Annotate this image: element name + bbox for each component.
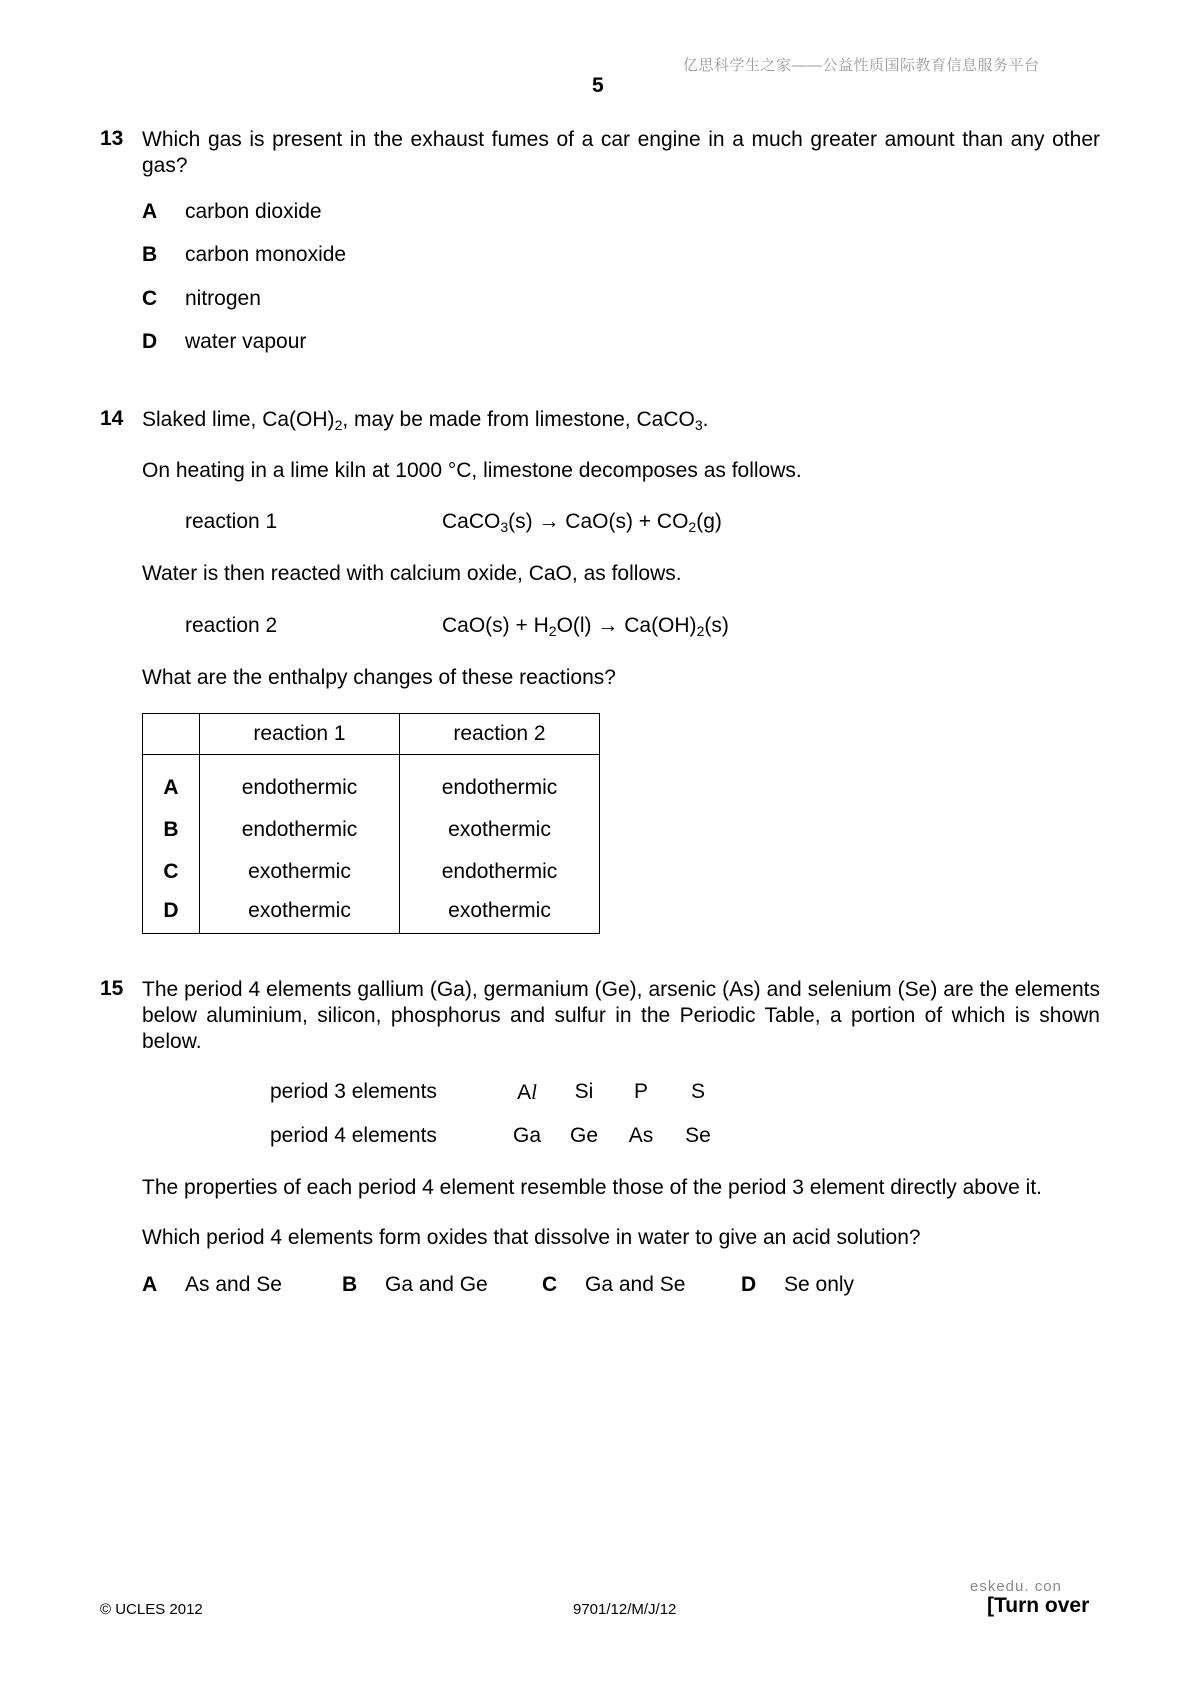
table-row <box>143 809 600 851</box>
element-ga: Ga <box>512 1124 541 1147</box>
enthalpy-table <box>142 713 600 934</box>
question-13-text: Which gas is present in the exhaust fumes of a car engine in a much greater amount than any other gas? <box>142 128 1100 177</box>
element-al: Al <box>517 1080 537 1104</box>
element-ge: Ge <box>569 1124 598 1147</box>
q13-option-a-letter: A <box>142 200 158 223</box>
row-reaction-1: endothermic <box>200 755 400 810</box>
q13-option-b-letter: B <box>142 243 158 266</box>
q13-option-a-text: carbon dioxide <box>185 200 322 223</box>
element-si: Si <box>574 1080 594 1103</box>
footer-paper-code: 9701/12/M/J/12 <box>573 1601 677 1618</box>
row-reaction-1: exothermic <box>200 893 400 934</box>
question-14-question: What are the enthalpy changes of these reactions? <box>142 666 616 689</box>
q15-option-a-text: As and Se <box>185 1273 282 1296</box>
footer-turn-over: [Turn over <box>987 1594 1090 1617</box>
period-3-label: period 3 elements <box>270 1080 437 1103</box>
q13-option-b-text: carbon monoxide <box>185 243 347 266</box>
q15-option-b-text: Ga and Ge <box>385 1273 488 1296</box>
q13-option-c-letter: C <box>142 287 158 310</box>
question-15-properties: The properties of each period 4 element resemble those of the period 3 element directly above it. <box>142 1176 1043 1199</box>
element-s: S <box>690 1080 705 1103</box>
question-15-text: The period 4 elements gallium (Ga), germanium (Ge), arsenic (As) and selenium (Se) are the elements below aluminium, silicon, phosphorus and sulfur in the Periodic Table, a portion of which is shown below. <box>142 978 1100 1053</box>
reaction-1-label: reaction 1 <box>185 510 278 533</box>
q13-option-c-text: nitrogen <box>185 287 261 310</box>
reaction-2-equation: $CaO(s) + H_2O(l) \to Ca(OH)_2(s)$ <box>442 614 729 639</box>
element-p: P <box>633 1080 648 1103</box>
q15-option-b-letter: B <box>342 1273 358 1296</box>
page-number: 5 <box>592 74 604 97</box>
question-14-intro: Slaked lime, $Ca(OH)_2$, may be made from limestone, CaCO$_3$. <box>142 408 709 433</box>
element-as: As <box>628 1124 654 1147</box>
row-reaction-2: endothermic <box>441 776 558 799</box>
question-15-question: Which period 4 elements form oxides that dissolve in water to give an acid solution? <box>142 1226 921 1249</box>
table-row <box>143 755 600 810</box>
q13-option-d-letter: D <box>142 330 158 353</box>
q15-option-a-letter: A <box>142 1273 158 1296</box>
footer-copyright: © UCLES 2012 <box>100 1601 203 1618</box>
row-reaction-2: exothermic <box>448 899 551 922</box>
question-13-number: 13 <box>100 127 124 150</box>
row-reaction-1: endothermic <box>200 809 400 851</box>
row-reaction-2: endothermic <box>441 860 558 883</box>
row-reaction-2: exothermic <box>448 818 551 841</box>
row-letter: D <box>143 893 200 934</box>
footer-watermark: eskedu. con <box>970 1578 1062 1595</box>
table-header-reaction-2: reaction 2 <box>400 714 600 755</box>
element-se: Se <box>685 1124 711 1147</box>
question-15-number: 15 <box>100 977 124 1000</box>
q13-option-d-text: water vapour <box>185 330 307 353</box>
period-4-label: period 4 elements <box>270 1124 437 1147</box>
question-14-number: 14 <box>100 407 124 430</box>
table-header-blank <box>143 714 200 755</box>
question-14-heating-text: On heating in a lime kiln at 1000 °C, limestone decomposes as follows. <box>142 459 802 482</box>
reaction-2-label: reaction 2 <box>185 614 278 637</box>
row-reaction-1: exothermic <box>200 851 400 893</box>
table-header-reaction-1: reaction 1 <box>200 714 400 755</box>
row-letter: C <box>143 851 200 893</box>
q15-option-c-text: Ga and Se <box>585 1273 686 1296</box>
q15-option-d-letter: D <box>741 1273 757 1296</box>
question-14-water-text: Water is then reacted with calcium oxide, CaO, as follows. <box>142 562 682 585</box>
table-row <box>143 851 600 893</box>
header-watermark: 亿思科学生之家——公益性质国际教育信息服务平台 <box>683 57 1040 74</box>
table-header-row <box>143 714 600 755</box>
q15-option-c-letter: C <box>542 1273 558 1296</box>
row-letter: B <box>143 809 200 851</box>
table-row <box>143 893 600 934</box>
q15-option-d-text: Se only <box>784 1273 855 1296</box>
reaction-1-equation: CaCO$_3$(s) → $CaO(s) + CO_2(g)$ <box>442 510 722 535</box>
row-letter: A <box>143 755 200 810</box>
